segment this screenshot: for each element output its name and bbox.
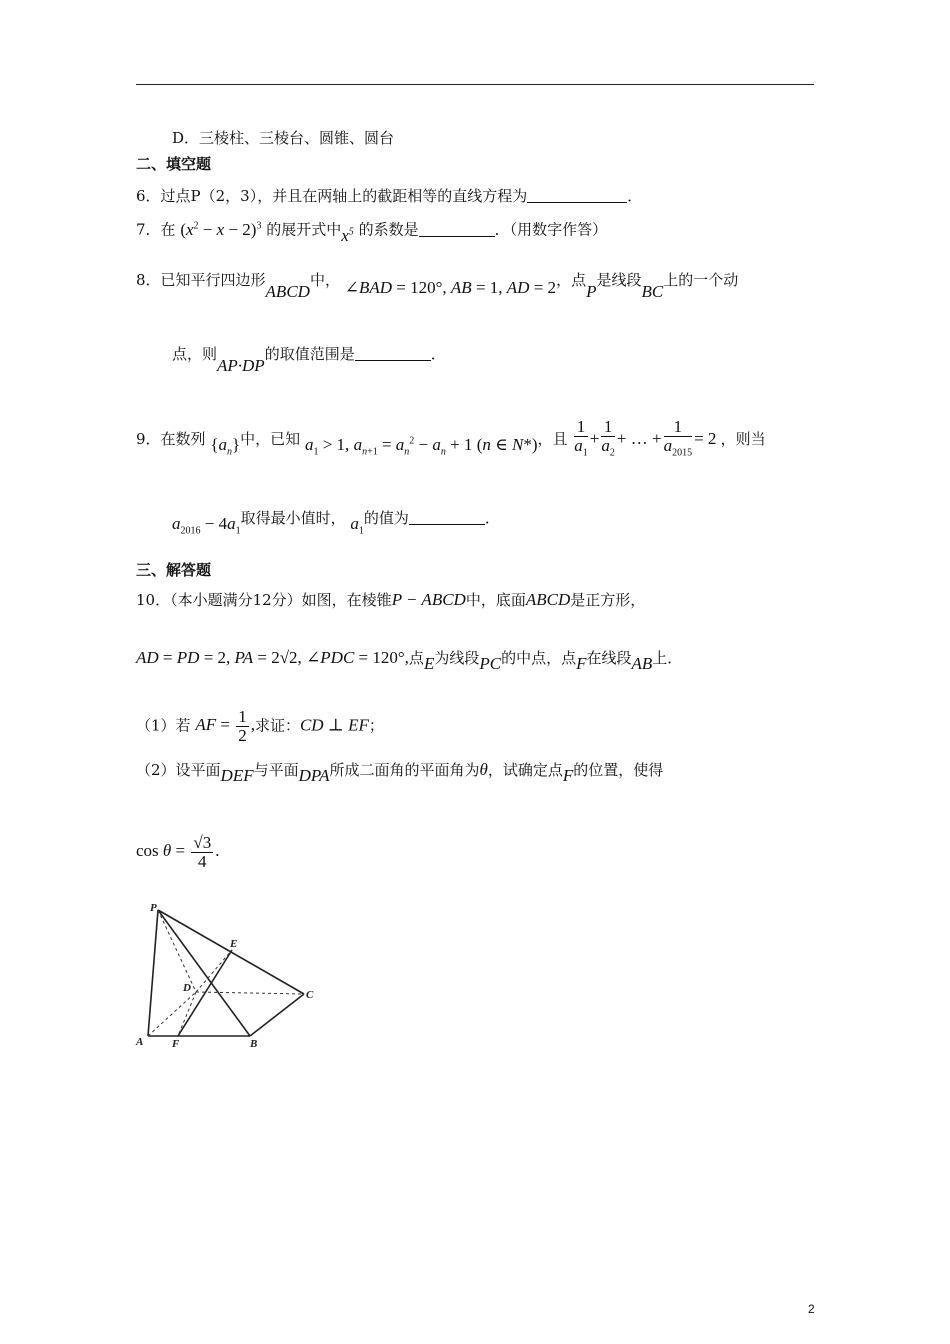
label-a: A [136,1036,144,1048]
header-rule [136,84,814,85]
question-10-part2: （2）设平面DEF与平面DPA所成二面角的平面角为θ，试确定点F的位置，使得 [136,760,664,785]
edge-dc [196,992,304,994]
question-10: 10．（本小题满分12分）如图，在棱锥P − ABCD中，底面ABCD是正方形， [136,590,646,609]
edge-pd [158,910,196,992]
edge-pb [158,910,250,1036]
answer-blank[interactable] [419,222,495,237]
question-8-line2: 点，则AP·DP的取值范围是 ． [172,345,446,375]
answer-blank[interactable] [355,346,431,361]
segment-df [178,992,196,1036]
edge-ad [148,992,196,1036]
question-10-line2: AD = PD = 2, PA = 2√2, ∠PDC = 120°,点E为线段PC的中点，点F在线段AB上． [136,648,683,673]
question-9-line2: $a_{2016} - 4a_1$取得最小值时， $a_1$的值为 ． [172,509,500,537]
question-8: 8．已知平行四边形ABCD中， ∠BAD = 120°, AB = 1, AD = 2，点P是线段BC上的一个动 [136,271,739,301]
label-b: B [250,1038,258,1050]
label-c: C [306,989,314,1001]
answer-blank[interactable] [409,510,485,525]
label-e: E [230,938,238,950]
expression: $(x^2 - x - 2)^3$ [180,219,262,239]
question-7: 7．在 $(x^2 - x - 2)^3$ 的展开式中$x^5$ 的系数是 ．（用数字作答） [136,219,608,245]
pyramid-figure [128,898,328,1050]
section-solution: 三、解答题 [136,561,212,579]
edge-bc [250,994,304,1036]
edge-pa [148,910,158,1036]
question-10-part1: （1）若 AF = $\frac{1}{2}$ ,求证：CD ⊥ EF； [136,707,384,745]
section-fill-in: 二、填空题 [136,155,212,173]
option-d: D．三棱柱、三棱台、圆锥、圆台 [172,129,395,147]
question-9: 9．在数列 $\{a_n\}$中，已知 $a_1 > 1$, $a_{n+1} = a_n^2 - a_n + 1$ (n ∈ N*)，且 $\frac{1}{a_1}$ + $\frac{1}{a_2}$ + … + $\frac{1}{a_{2015}}$ = 2 ，则当 [136,417,766,459]
answer-blank[interactable] [527,188,627,203]
label-p: P [150,902,157,914]
page-number: 2 [808,1302,815,1316]
label-f: F [172,1038,180,1050]
cos-condition: cos θ = $\frac{√3}{4}$ . [136,833,220,871]
label-d: D [183,982,191,994]
question-6: 6．过点P（2，3），并且在两轴上的截距相等的直线方程为 ． [136,187,643,205]
